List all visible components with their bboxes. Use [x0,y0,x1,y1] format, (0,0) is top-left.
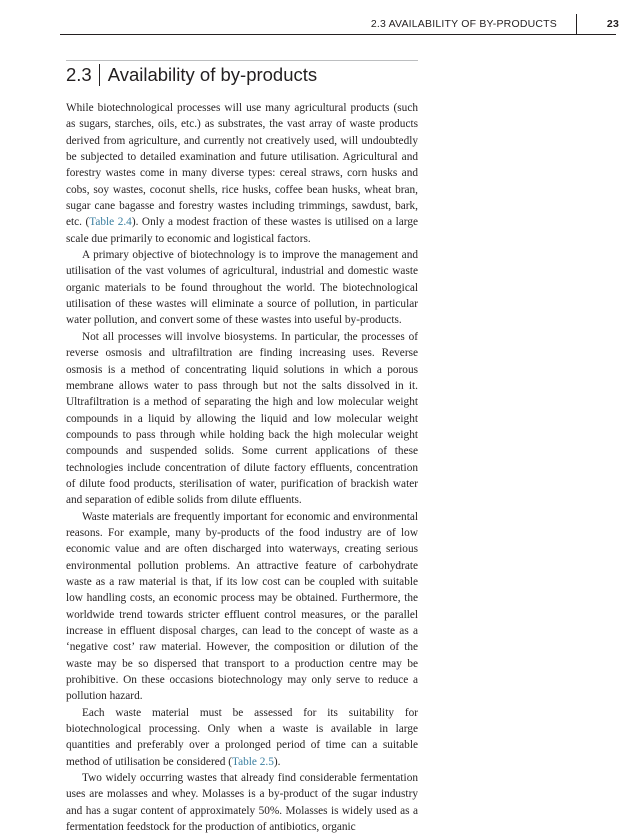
section-heading-separator [99,64,100,86]
paragraph-text: ). Only a modest fraction of these wastes is utilised on a large scale due primarily to economic and logistical factors. [66,216,419,245]
section-number: 2.3 [66,64,92,85]
paragraph-text: Waste materials are frequently important for economic and environmental reasons. For example, many by-products of the food industry are of low economic value and are often discharged into waterways, creating serious environmental pollution problems. An attractive feature of carbohydrate waste as a raw material is that, if its low cost can be coupled with suitable low handling costs, an economic process may be obtained. Furthermore, the worldwide trend towards stricter effluent control measures, or the parallel increase in effluent disposal charges, can lead to the concept of waste as a ‘negative cost’ raw material. However, the composition or dilution of the waste may be so dispersed that transport to a production centre may be prohibitive. On these occasions biotechnology may only serve to reduce a pollution hazard. [66,510,418,703]
section-title: Availability of by-products [107,64,318,85]
section-rule [66,60,418,61]
paragraph-text: ). [273,755,281,768]
paragraph-text: Each waste material must be assessed for its suitability for biotechnological processing. Only when a waste is available in large quantities and preferably over a prolonged period of time can a suitable method of utilisation be considered ( [66,706,418,768]
paragraph [66,509,418,705]
section-body [66,100,418,835]
paragraph-text: Two widely occurring wastes that already find considerable fermentation uses are molasses and whey. Molasses is a by-product of the sugar industry and has a sugar content of approximately 50%. Molasses is widely used as a fermentation feedstock for the production of antibiotics, organic [66,772,418,834]
page-number: 23 [606,18,619,30]
running-head [330,14,619,34]
table-2-5-link[interactable]: Table 2.5 [231,755,274,768]
paragraph [66,770,418,835]
running-head-title: 2.3 AVAILABILITY OF BY-PRODUCTS [370,18,557,30]
section-heading [66,63,317,87]
paragraph-text: While biotechnological processes will use many agricultural products (such as sugars, starches, oils, etc.) as substrates, the vast array of waste products derived from agriculture, and currently not creatively used, will undoubtedly be subjected to detailed examination and future utilisation. Agricultural and forestry wastes come in many diverse types: cereal straws, corn husks and cobs, soy wastes, coconut shells, rice husks, coffee bean husks, wheat bran, sugar cane bagasse and forestry wastes including trimmings, sawdust, bark, etc. ( [66,102,418,229]
running-head-separator [576,14,577,34]
paragraph [66,100,418,247]
paragraph-text: Not all processes will involve biosystems. In particular, the processes of reverse osmosis and ultrafiltration are finding increasing uses. Reverse osmosis is a method of concentrating liquid solutions in which a porous membrane allows water to pass through but not the salts dissolved in it. Ultrafiltration is a method of separating the high and low molecular weight compounds in a liquid by allowing the liquid and low molecular weight compounds to pass through while holding back the high molecular weight compounds and suspended solids. Some current applications of these technologies include concentration of dilute factory effluents, concentration of dilute food products, sterilisation of water, purification of brackish water and separation of edible solids from dilute effluents. [66,330,418,507]
paragraph-text: A primary objective of biotechnology is to improve the management and utilisation of the vast volumes of agricultural, industrial and domestic waste organic materials to be found throughout the world. The biotechnological utilisation of these wastes will eliminate a source of pollution, in particular water pollution, and convert some of these wastes into useful by-products. [66,249,418,327]
header-rule [60,34,616,35]
paragraph [66,247,418,329]
paragraph [66,329,418,509]
paragraph [66,705,418,770]
table-2-4-link[interactable]: Table 2.4 [89,216,132,229]
